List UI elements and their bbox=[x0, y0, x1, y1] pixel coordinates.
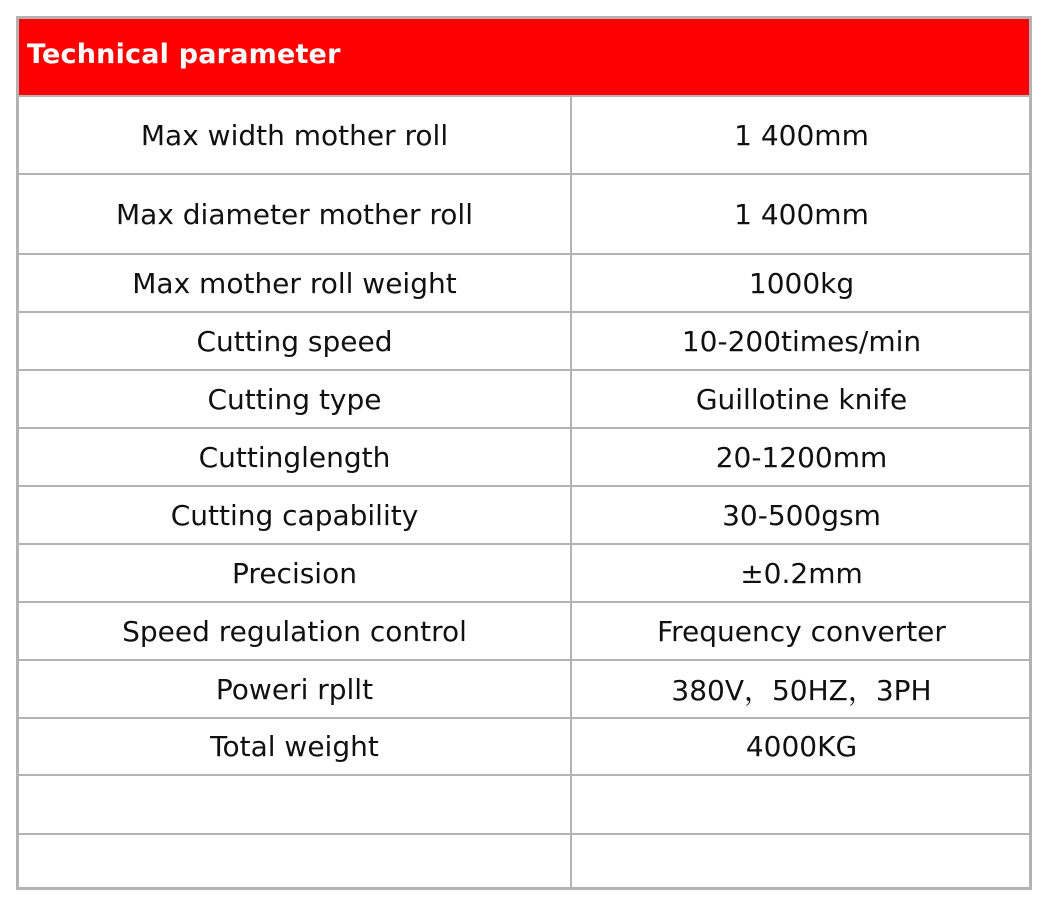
table-row bbox=[19, 835, 1029, 887]
value-cell bbox=[574, 835, 1029, 887]
table-header bbox=[19, 19, 1029, 97]
value-cell: 20-1200mm bbox=[715, 440, 888, 474]
table-row bbox=[19, 175, 1029, 255]
parameter-cell: Max diameter mother roll bbox=[19, 175, 572, 253]
parameter-cell: Max width mother roll bbox=[19, 97, 572, 173]
parameter-cell bbox=[19, 835, 572, 887]
table-row bbox=[19, 776, 1029, 835]
table-row bbox=[19, 545, 1029, 603]
value-cell: 380V，50HZ，3PH bbox=[671, 674, 932, 707]
table-row bbox=[19, 313, 1029, 371]
parameter-cell: Precision bbox=[19, 545, 572, 601]
value-cell: 30-500gsm bbox=[722, 498, 881, 532]
value-cell: Frequency converter bbox=[657, 614, 946, 648]
parameter-cell: Cuttinglength bbox=[19, 429, 572, 485]
parameter-cell: Total weight bbox=[19, 719, 572, 774]
table-row bbox=[19, 429, 1029, 487]
parameter-cell: Cutting capability bbox=[19, 487, 572, 543]
value-cell: 4000KG bbox=[745, 730, 858, 763]
table-title: Technical parameter bbox=[27, 39, 341, 70]
technical-parameter-table bbox=[16, 16, 1032, 890]
table-row bbox=[19, 603, 1029, 661]
table-row bbox=[19, 719, 1029, 776]
table-row bbox=[19, 255, 1029, 313]
parameter-cell: Speed regulation control bbox=[19, 603, 572, 659]
value-cell: ±0.2mm bbox=[740, 556, 863, 590]
table-row bbox=[19, 661, 1029, 719]
value-cell: 1 400mm bbox=[734, 118, 869, 152]
parameter-cell: Cutting speed bbox=[19, 313, 572, 369]
value-cell bbox=[574, 776, 1029, 833]
table-row bbox=[19, 97, 1029, 175]
value-cell: Guillotine knife bbox=[695, 382, 908, 416]
value-cell: 1000kg bbox=[748, 266, 855, 300]
parameter-cell: Poweri rpllt bbox=[19, 661, 572, 717]
value-cell: 10-200times/min bbox=[681, 324, 922, 358]
parameter-cell: Cutting type bbox=[19, 371, 572, 427]
table-row bbox=[19, 371, 1029, 429]
value-cell: 1 400mm bbox=[734, 197, 869, 231]
parameter-cell: Max mother roll weight bbox=[19, 255, 572, 311]
parameter-cell bbox=[19, 776, 572, 833]
table-row bbox=[19, 487, 1029, 545]
